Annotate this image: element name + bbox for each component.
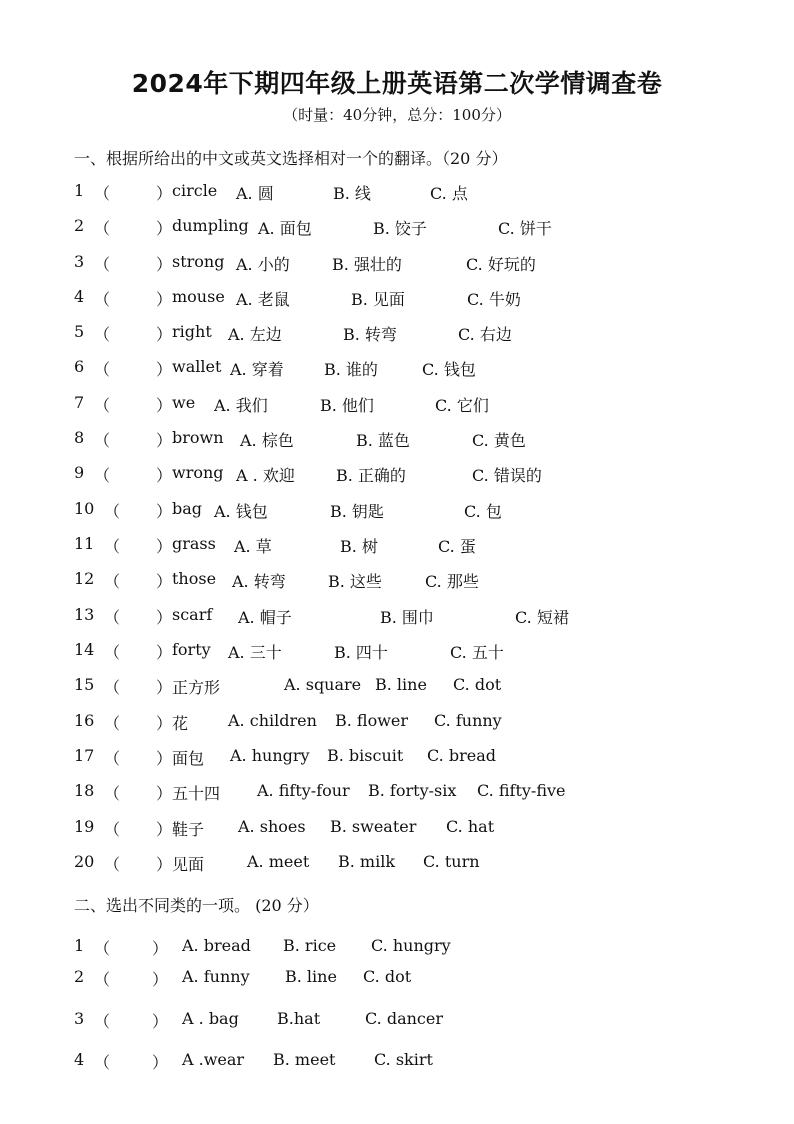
question-prompt: circle [172, 181, 218, 200]
answer-blank-open: （ [104, 678, 121, 697]
option-c: C. 右边 [458, 325, 512, 344]
option-a: A. shoes [238, 817, 306, 836]
answer-blank-close: ） [156, 502, 173, 521]
answer-blank-open: （ [94, 970, 111, 989]
question-number: 2 [74, 216, 85, 235]
option-a: A. funny [182, 967, 250, 986]
option-a: A. square [284, 675, 362, 694]
answer-blank-close: ） [156, 360, 173, 379]
question-prompt: bag [172, 499, 203, 518]
question-number: 1 [74, 936, 85, 955]
option-c: C. 钱包 [422, 360, 476, 379]
option-a: A. hungry [230, 746, 310, 765]
answer-blank-open: （ [104, 537, 121, 556]
option-c: C. 短裙 [515, 608, 569, 627]
option-c: C. hungry [371, 936, 451, 955]
answer-blank-open: （ [94, 1012, 111, 1031]
exam-subtitle: （时量：40分钟，总分：100分） [283, 106, 511, 124]
question-prompt: 五十四 [172, 784, 221, 803]
option-a: A. 面包 [258, 219, 312, 238]
option-a: A. 转弯 [232, 572, 286, 591]
option-b: B. meet [273, 1050, 336, 1069]
answer-blank-open: （ [94, 184, 111, 203]
option-c: C. 错误的 [472, 466, 542, 485]
option-a: A. meet [247, 852, 310, 871]
option-c: C. 好玩的 [466, 255, 536, 274]
question-number: 15 [74, 675, 95, 694]
option-b: B. line [285, 967, 337, 986]
option-c: C. funny [434, 711, 502, 730]
section2-heading: 二、选出不同类的一项。 (20 分） [74, 896, 319, 915]
option-b: B. forty-six [368, 781, 457, 800]
option-b: B. 蓝色 [356, 431, 410, 450]
answer-blank-open: （ [94, 290, 111, 309]
answer-blank-close: ） [156, 820, 173, 839]
option-c: C. 点 [430, 184, 468, 203]
option-b: B. 见面 [351, 290, 405, 309]
option-b: B. 谁的 [324, 360, 378, 379]
question-number: 8 [74, 428, 85, 447]
option-b: B. 这些 [328, 572, 382, 591]
answer-blank-close: ） [156, 572, 173, 591]
option-a: A. bread [182, 936, 251, 955]
answer-blank-open: （ [104, 502, 121, 521]
option-a: A .wear [182, 1050, 245, 1069]
question-number: 4 [74, 287, 85, 306]
question-number: 14 [74, 640, 95, 659]
answer-blank-close: ） [156, 219, 173, 238]
answer-blank-open: （ [94, 219, 111, 238]
question-number: 16 [74, 711, 95, 730]
exam-title: 2024年下期四年级上册英语第二次学情调查卷 [131, 69, 663, 98]
answer-blank-open: （ [104, 608, 121, 627]
option-b: B. 树 [340, 537, 378, 556]
answer-blank-close: ） [156, 290, 173, 309]
question-prompt: forty [172, 640, 211, 659]
answer-blank-close: ） [156, 396, 173, 415]
option-c: C. 包 [464, 502, 502, 521]
option-c: C. 牛奶 [467, 290, 521, 309]
answer-blank-open: （ [94, 1053, 111, 1072]
answer-blank-open: （ [94, 360, 111, 379]
question-prompt: brown [172, 428, 224, 447]
answer-blank-close: ） [152, 1012, 169, 1031]
option-b: B. rice [283, 936, 337, 955]
option-b: B. 饺子 [373, 219, 427, 238]
question-number: 19 [74, 817, 95, 836]
answer-blank-open: （ [94, 255, 111, 274]
question-prompt: grass [172, 534, 216, 553]
answer-blank-close: ） [156, 608, 173, 627]
option-c: C. hat [446, 817, 495, 836]
option-b: B. 他们 [320, 396, 374, 415]
option-c: C. 黄色 [472, 431, 526, 450]
question-number: 18 [74, 781, 95, 800]
question-prompt: wallet [172, 357, 222, 376]
option-c: C. turn [423, 852, 480, 871]
option-b: B. 强壮的 [332, 255, 402, 274]
answer-blank-open: （ [94, 325, 111, 344]
answer-blank-open: （ [104, 855, 121, 874]
question-number: 4 [74, 1050, 85, 1069]
option-c: C. 饼干 [498, 219, 552, 238]
option-b: B. 正确的 [336, 466, 406, 485]
option-a: A. 老鼠 [236, 290, 290, 309]
answer-blank-open: （ [104, 572, 121, 591]
option-a: A. 小的 [236, 255, 290, 274]
option-c: C. dancer [365, 1009, 444, 1028]
option-b: B. 钥匙 [330, 502, 384, 521]
question-prompt: right [172, 322, 212, 341]
question-number: 6 [74, 357, 85, 376]
answer-blank-close: ） [156, 431, 173, 450]
question-prompt: strong [172, 252, 225, 271]
answer-blank-open: （ [104, 714, 121, 733]
option-a: A. 钱包 [214, 502, 268, 521]
option-b: B. 四十 [334, 643, 388, 662]
answer-blank-open: （ [94, 939, 111, 958]
question-prompt: those [172, 569, 217, 588]
option-a: A. 棕色 [240, 431, 294, 450]
answer-blank-close: ） [156, 466, 173, 485]
answer-blank-close: ） [156, 255, 173, 274]
option-b: B. milk [338, 852, 396, 871]
question-number: 17 [74, 746, 95, 765]
option-b: B. 转弯 [343, 325, 397, 344]
question-prompt: wrong [172, 463, 224, 482]
answer-blank-open: （ [104, 820, 121, 839]
answer-blank-close: ） [156, 855, 173, 874]
option-c: C. 它们 [435, 396, 489, 415]
question-prompt: 见面 [172, 855, 205, 874]
option-a: A. 帽子 [238, 608, 292, 627]
option-b: B. biscuit [327, 746, 404, 765]
answer-blank-close: ） [152, 939, 169, 958]
option-c: C. 五十 [450, 643, 504, 662]
option-b: B. flower [335, 711, 409, 730]
option-b: B.hat [277, 1009, 321, 1028]
answer-blank-close: ） [156, 749, 173, 768]
answer-blank-open: （ [94, 431, 111, 450]
option-c: C. dot [363, 967, 412, 986]
option-c: C. skirt [374, 1050, 433, 1069]
answer-blank-close: ） [156, 184, 173, 203]
answer-blank-close: ） [156, 643, 173, 662]
option-a: A. 我们 [214, 396, 268, 415]
question-prompt: we [172, 393, 196, 412]
option-b: B. 线 [333, 184, 371, 203]
answer-blank-open: （ [104, 749, 121, 768]
question-number: 2 [74, 967, 85, 986]
option-c: C. fifty-five [477, 781, 566, 800]
question-number: 12 [74, 569, 95, 588]
question-prompt: 面包 [172, 749, 205, 768]
question-number: 13 [74, 605, 95, 624]
answer-blank-close: ） [156, 678, 173, 697]
question-number: 10 [74, 499, 95, 518]
option-a: A. 穿着 [230, 360, 284, 379]
question-number: 3 [74, 252, 85, 271]
option-c: C. dot [453, 675, 502, 694]
question-prompt: 鞋子 [172, 820, 205, 839]
option-a: A. 左边 [228, 325, 282, 344]
option-b: B. 围巾 [380, 608, 434, 627]
question-prompt: dumpling [172, 216, 249, 235]
question-prompt: mouse [172, 287, 225, 306]
answer-blank-open: （ [104, 643, 121, 662]
answer-blank-close: ） [156, 714, 173, 733]
question-number: 5 [74, 322, 85, 341]
question-number: 1 [74, 181, 85, 200]
answer-blank-close: ） [156, 537, 173, 556]
option-b: B. line [375, 675, 427, 694]
option-a: A. children [228, 711, 317, 730]
option-b: B. sweater [330, 817, 417, 836]
option-a: A. 三十 [228, 643, 282, 662]
section1-heading: 一、根据所给出的中文或英文选择相对一个的翻译。（20 分） [74, 149, 508, 168]
option-a: A. 草 [234, 537, 272, 556]
answer-blank-close: ） [156, 784, 173, 803]
question-number: 11 [74, 534, 95, 553]
answer-blank-close: ） [152, 970, 169, 989]
question-prompt: scarf [172, 605, 213, 624]
question-prompt: 正方形 [172, 678, 221, 697]
option-c: C. 那些 [425, 572, 479, 591]
option-a: A. 圆 [236, 184, 274, 203]
option-a: A. fifty-four [257, 781, 350, 800]
option-c: C. 蛋 [438, 537, 476, 556]
answer-blank-close: ） [152, 1053, 169, 1072]
question-number: 7 [74, 393, 85, 412]
option-a: A . bag [182, 1009, 239, 1028]
option-a: A . 欢迎 [236, 466, 295, 485]
answer-blank-open: （ [94, 396, 111, 415]
question-number: 20 [74, 852, 95, 871]
answer-blank-open: （ [104, 784, 121, 803]
question-number: 3 [74, 1009, 85, 1028]
option-c: C. bread [427, 746, 496, 765]
question-number: 9 [74, 463, 85, 482]
answer-blank-close: ） [156, 325, 173, 344]
question-prompt: 花 [172, 714, 189, 733]
answer-blank-open: （ [94, 466, 111, 485]
